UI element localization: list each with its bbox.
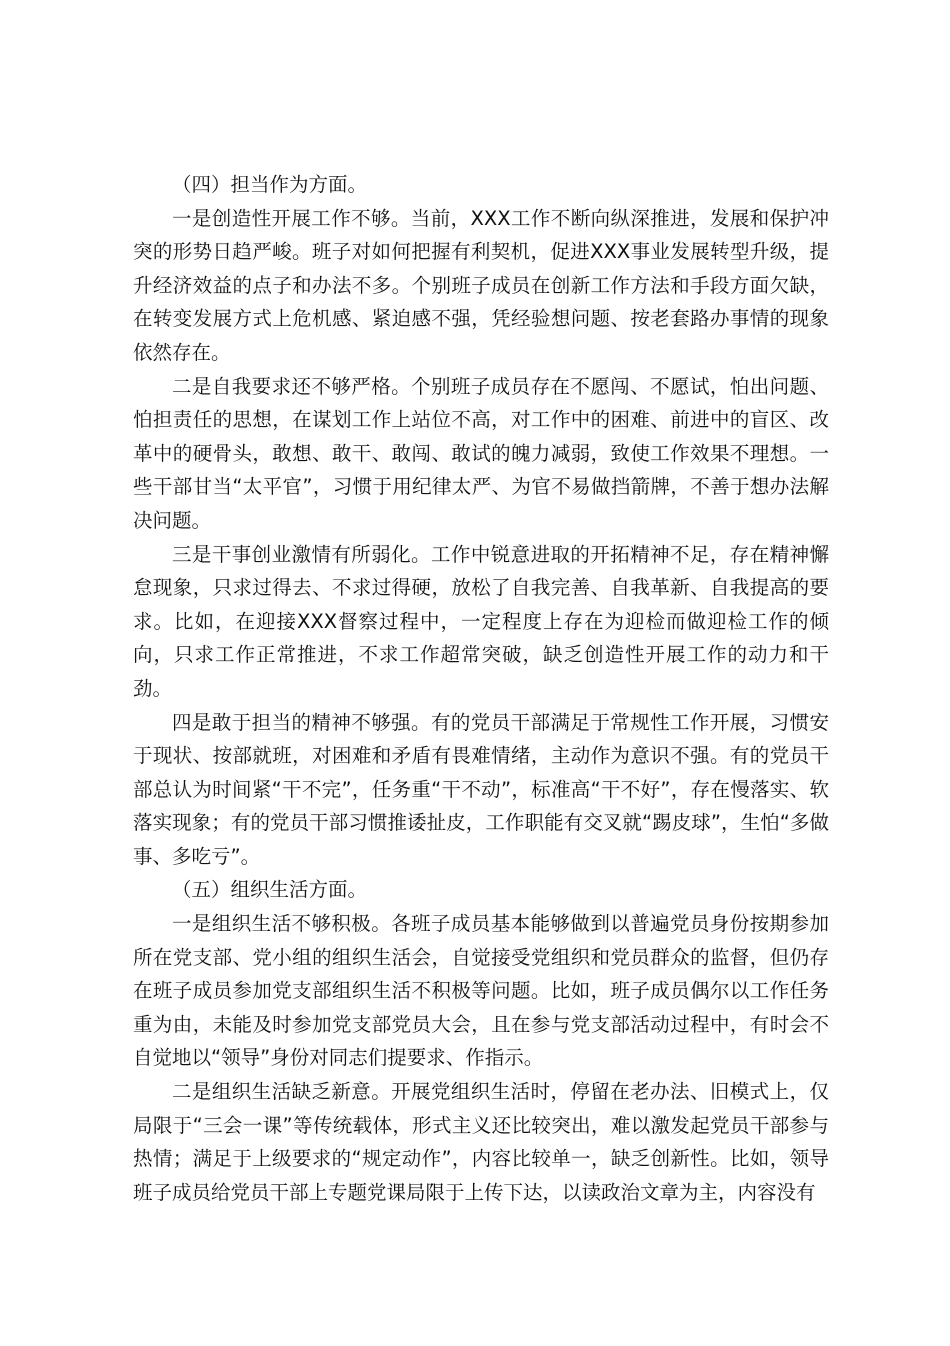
- document-body: [133, 168, 829, 1209]
- paragraph: 四是敢于担当的精神不够强。有的党员干部满足于常规性工作开展，习惯安于现状、按部就班，对困难和矛盾有畏难情绪，主动作为意识不强。有的党员干部总认为时间紧“干不完”，任务重“干不动”，标准高“干不好”，存在慢落实、软落实现象；有的党员干部习惯推诿扯皮，工作职能有交叉就“踢皮球”，生怕“多做事、多吃亏”。: [133, 710, 829, 868]
- paragraph: 二是组织生活缺乏新意。开展党组织生活时，停留在老办法、旧模式上，仅局限于“三会一课”等传统载体，形式主义还比较突出，难以激发起党员干部参与热情；满足于上级要求的“规定动作”，内容比较单一，缺乏创新性。比如，领导班子成员给党员干部上专题党课局限于上传下达，以读政治文章为主，内容没有: [133, 1080, 829, 1204]
- paragraph: 一是组织生活不够积极。各班子成员基本能够做到以普遍党员身份按期参加所在党支部、党小组的组织生活会，自觉接受党组织和党员群众的监督，但仍存在班子成员参加党支部组织生活不积极等问题。比如，班子成员偶尔以工作任务重为由，未能及时参加党支部党员大会，且在参与党支部活动过程中，有时会不自觉地以“领导”身份对同志们提要求、作指示。: [133, 912, 829, 1070]
- section-heading: （四）担当作为方面。: [172, 173, 368, 196]
- paragraph: 一是创造性开展工作不够。当前，XXX工作不断向纵深推进，发展和保护冲突的形势日趋严峻。班子对如何把握有利契机，促进XXX事业发展转型升级，提升经济效益的点子和办法不多。个别班子成员在创新工作方法和手段方面欠缺，在转变发展方式上危机感、紧迫感不强，凭经验想问题、按老套路办事情的现象依然存在。: [133, 206, 829, 364]
- section-heading: （五）组织生活方面。: [172, 878, 368, 902]
- paragraph: 三是干事创业激情有所弱化。工作中锐意进取的开拓精神不足，存在精神懈怠现象，只求过得去、不求过得硬，放松了自我完善、自我革新、自我提高的要求。比如，在迎接XXX督察过程中，一定程度上存在为迎检而做迎检工作的倾向，只求工作正常推进，不求工作超常突破，缺乏创造性开展工作的动力和干劲。: [133, 542, 829, 700]
- paragraph: 二是自我要求还不够严格。个别班子成员存在不愿闯、不愿试，怕出问题、怕担责任的思想，在谋划工作上站位不高，对工作中的困难、前进中的盲区、改革中的硬骨头，敢想、敢干、敢闯、敢试的魄力减弱，致使工作效果不理想。一些干部甘当“太平官”，习惯于用纪律太严、为官不易做挡箭牌，不善于想办法解决问题。: [133, 374, 829, 532]
